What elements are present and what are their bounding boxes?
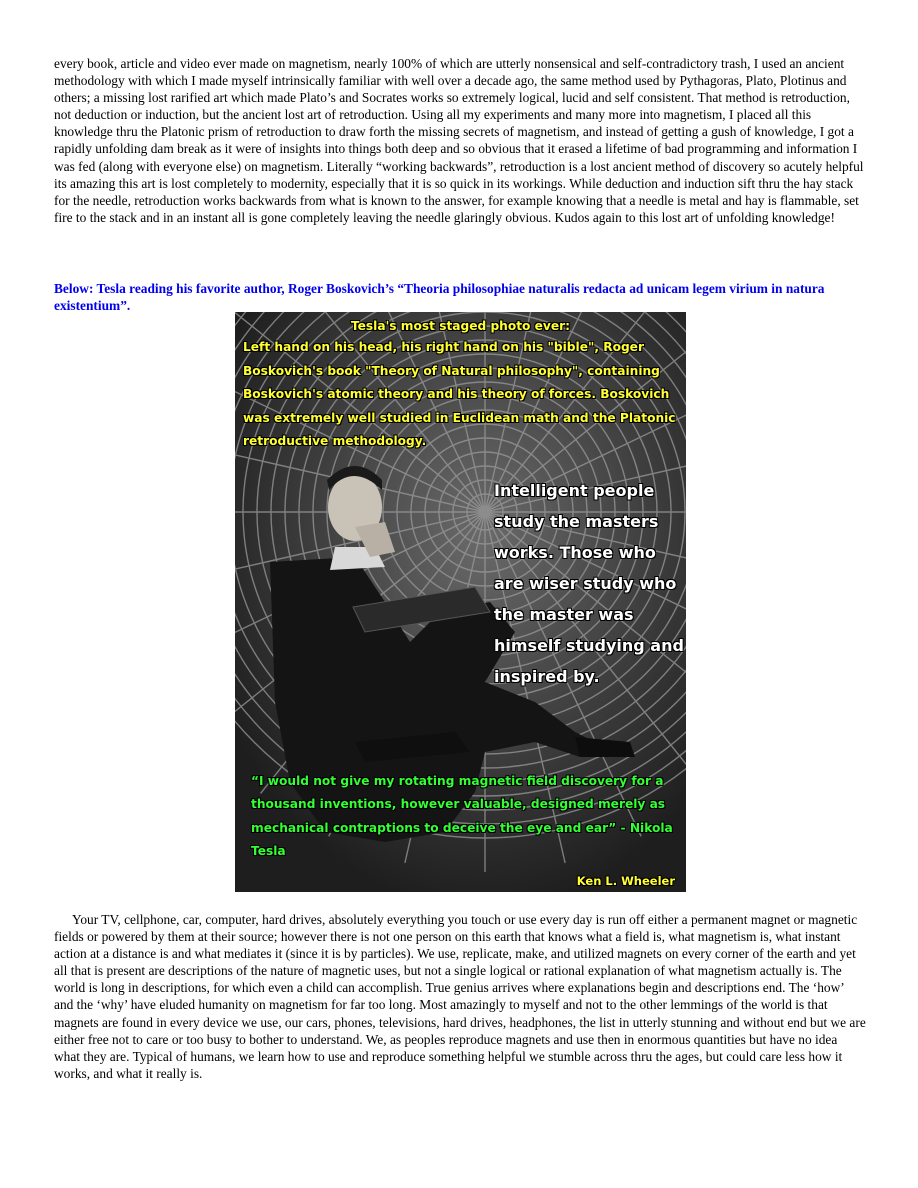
photo-title-text: Tesla's most staged photo ever: (350, 319, 571, 333)
tesla-quote: “I would not give my rotating magnetic field discovery for a thousand inventions, however valuable, designed merely as mechanical contraptions to deceive the eye and ear” - Nikola Tesla (251, 774, 673, 858)
photo-credit: Ken L. Wheeler (576, 874, 675, 888)
body-paragraph-1: every book, article and video ever made on magnetism, nearly 100% of which are utterly nonsensical and self-contradictory trash, I used an ancient methodology with which I made myself intrinsically familiar with well over a decade ago, the same method used by Pythagoras, Plato, Plotinus and others; a missing lost rarified art which made Plato’s and Socrates works so extremely logical, lucid and self consistent. That method is retroduction, not deduction or induction, but the ancient lost art of retroduction. Using all my experiments and many more into magnetism, I placed all this knowledge thru the Platonic prism of retroduction to draw forth the missing secrets of magnetism, and instead of getting a gush of knowledge, I got a rapidly unfolding dam break as it were of insights into things both deep and so obvious that it erased a lifetime of bad programming and information I was fed (along with everyone else) on magnetism. Literally “working backwards”, retroduction is a lost ancient method of discovery so acutely helpful its amazing this art is lost completely to modernity, especially that it is so quick in its workings. While deduction and induction sift thru the hay stack for the needle, retroduction works backwards from what is known to the answer, for example knowing that a needle is metal and hay is flammable, set fire to the stack and in an instant all is gone completely leaving the needle glaringly obvious. Kudos again to this lost art of unfolding knowledge! (54, 56, 864, 225)
photo-top-text: Left hand on his head, his right hand on his "bible", Roger Boskovich's book "Theory of Natural philosophy", containing Boskovich's atomic theory and his theory of forces. Boskovich was extremely well studied in Euclidean math and the Platonic retroductive methodology. (243, 340, 676, 448)
photo-caption: Below: Tesla reading his favorite author, Roger Boskovich’s “Theoria philosophiae naturalis redacta ad unicam legem virium in natura existentium”. (54, 281, 825, 314)
body-paragraph-2: Your TV, cellphone, car, computer, hard drives, absolutely everything you touch or use every day is run off either a permanent magnet or magnetic fields or powered by them at their source; however there is not one person on this earth that knows what a field is, what magnetism is, what instant action at a distance is and what mediates it (since it is by particles). We use, replicate, make, and utilized magnets on every corner of the earth and yet all that is present are descriptions of the nature of magnetic uses, but not a single logical or rational explanation of what magnetism actually is. The world is long in descriptions, for which even a child can accomplish. True genius arrives where explanations begin and descriptions end. The ‘how’ and the ‘why’ have eluded humanity on magnetism for far too long. Most amazingly to myself and not to the other lemmings of the world is that magnets are found in every device we use, our cars, phones, televisions, hard drives, headphones, the list in utterly stunning and without end but we are either free not to care or too busy to bother to understand. We, as peoples reproduce magnets and use then in enormous quantities but have no idea what they are. Typical of humans, we learn how to use and reproduce something helpful we stumble across thru the ages, but could care less how it works, and what it really is. (54, 912, 866, 1081)
photo-side-text: Intelligent people study the masters works. Those who are wiser study who the master was himself studying and inspired by. (494, 481, 684, 686)
tesla-photo (235, 312, 686, 892)
